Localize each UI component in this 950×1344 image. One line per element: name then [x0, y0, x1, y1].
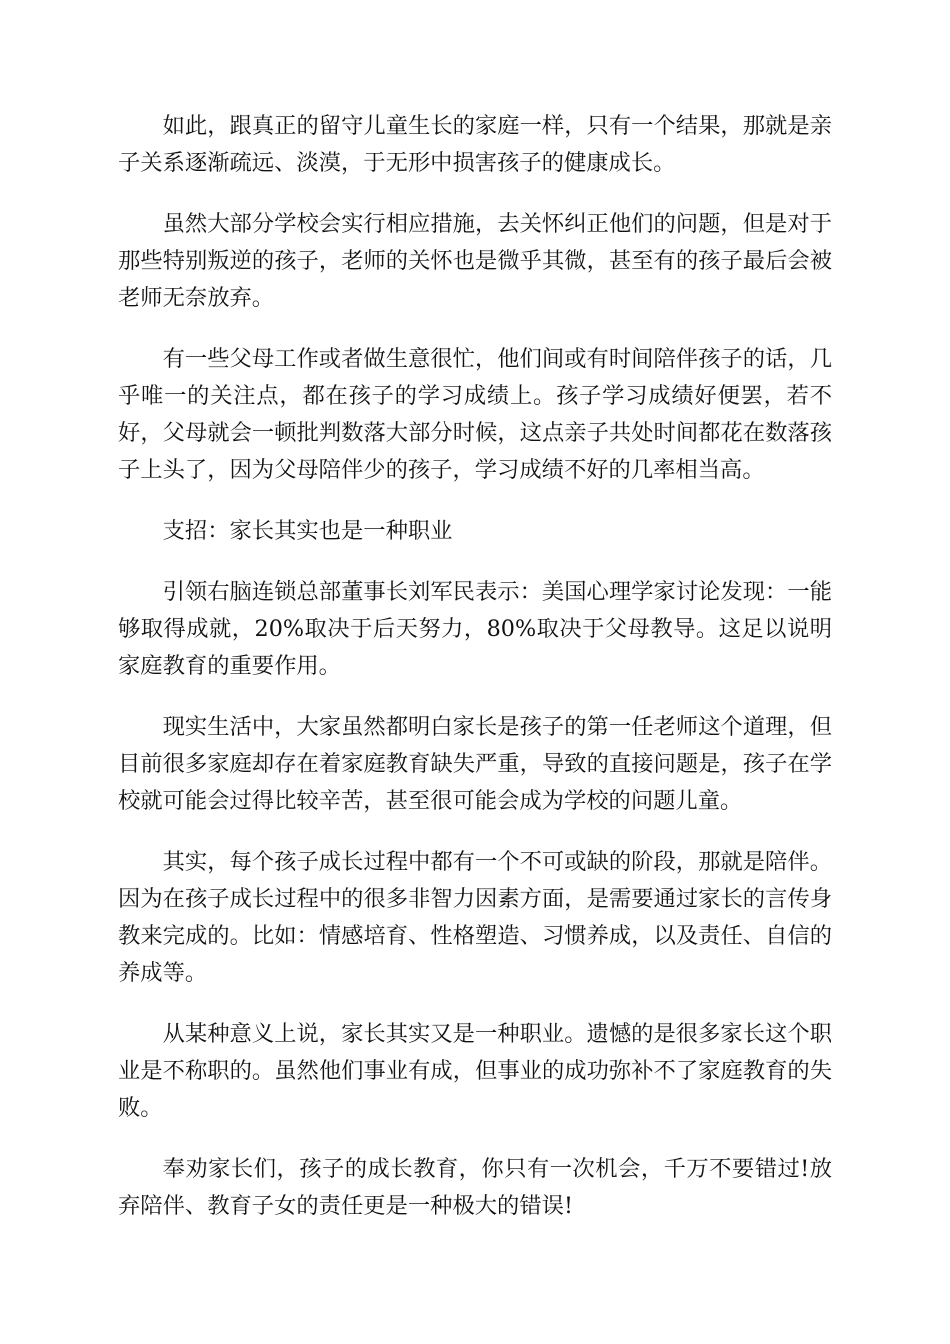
paragraph-1: 如此，跟真正的留守儿童生长的家庭一样，只有一个结果，那就是亲子关系逐渐疏远、淡漠，于无形中损害孩子的健康成长。: [118, 113, 832, 176]
paragraph-2: 虽然大部分学校会实行相应措施，去关怀纠正他们的问题，但是对于那些特别叛逆的孩子，老师的关怀也是微乎其微，甚至有的孩子最后会被老师无奈放弃。: [118, 211, 832, 311]
section-heading: 支招：家长其实也是一种职业: [162, 518, 453, 544]
document-page: [118, 108, 832, 1249]
paragraph-5: 引领右脑连锁总部董事长刘军民表示：美国心理学家讨论发现：一能够取得成就，20%取决于后天努力，80%取决于父母教导。这足以说明家庭教育的重要作用。: [118, 579, 832, 679]
paragraph-3: 有一些父母工作或者做生意很忙，他们间或有时间陪伴孩子的话，几乎唯一的关注点，都在孩子的学习成绩上。孩子学习成绩好便罢，若不好，父母就会一顿批判数落大部分时候，这点亲子共处时间都花在数落孩子上头了，因为父母陪伴少的孩子，学习成绩不好的几率相当高。: [118, 346, 832, 483]
paragraph-6: 现实生活中，大家虽然都明白家长是孩子的第一任老师这个道理，但目前很多家庭却存在着家庭教育缺失严重，导致的直接问题是，孩子在学校就可能会过得比较辛苦，甚至很可能会成为学校的问题儿童。: [118, 714, 832, 814]
paragraph-9: 奉劝家长们，孩子的成长教育，你只有一次机会，千万不要错过!放弃陪伴、教育子女的责任更是一种极大的错误!: [118, 1156, 832, 1219]
paragraph-7: 其实，每个孩子成长过程中都有一个不可或缺的阶段，那就是陪伴。因为在孩子成长过程中的很多非智力因素方面，是需要通过家长的言传身教来完成的。比如：情感培育、性格塑造、习惯养成，以及责任、自信的养成等。: [118, 849, 832, 986]
paragraph-8: 从某种意义上说，家长其实又是一种职业。遗憾的是很多家长这个职业是不称职的。虽然他们事业有成，但事业的成功弥补不了家庭教育的失败。: [118, 1021, 832, 1121]
